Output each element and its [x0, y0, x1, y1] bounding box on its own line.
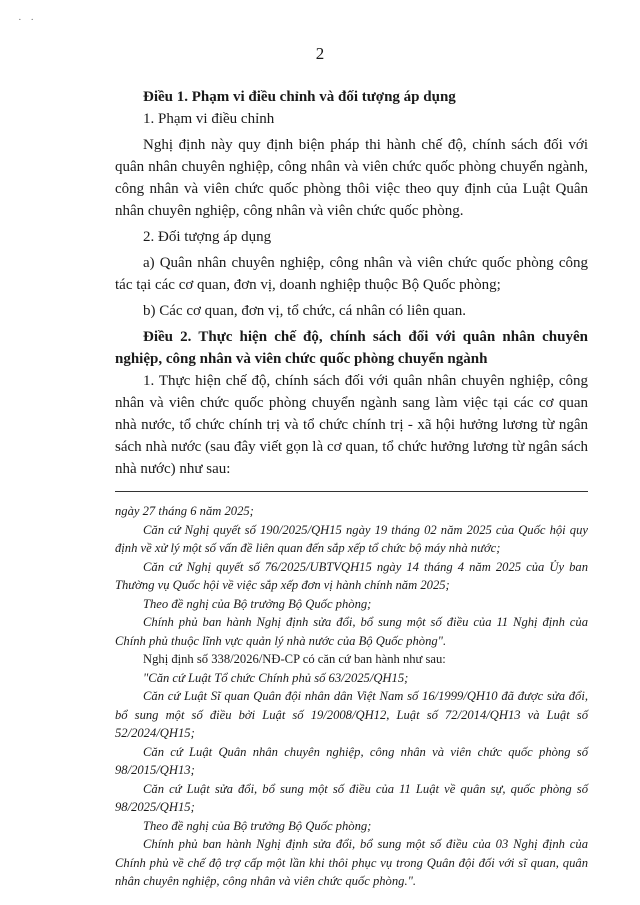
footnote-line: Căn cứ Luật Quân nhân chuyên nghiệp, công nhân và viên chức quốc phòng số 98/2015/QH13;	[115, 744, 588, 777]
page-number: 2	[315, 44, 325, 63]
article-1-clause-2-b: b) Các cơ quan, đơn vị, tổ chức, cá nhân có liên quan.	[143, 303, 467, 319]
footnote-line: "Căn cứ Luật Tổ chức Chính phủ số 63/2025/QH15;	[143, 670, 409, 685]
footnote-line: Theo đề nghị của Bộ trưởng Bộ Quốc phòng;	[143, 596, 372, 611]
footnote-divider	[115, 491, 588, 492]
footnote-line: Căn cứ Luật Sĩ quan Quân đội nhân dân Việt Nam số 16/1999/QH10 đã được sửa đổi, bổ sung một số điều bởi Luật số 19/2008/QH12, Luật số 72/2014/QH13 và Luật số 52/2024/QH15;	[115, 689, 588, 740]
footnote-line: Theo đề nghị của Bộ trưởng Bộ Quốc phòng;	[143, 818, 372, 833]
footnote-line: Chính phủ ban hành Nghị định sửa đổi, bổ sung một số điều của 03 Nghị định của Chính phủ về chế độ trợ cấp một lần khi thôi phục vụ trong Quân đội đối với sĩ quan, quân nhân chuyên nghiệp, công nhân và viên chức quốc phòng.".	[115, 837, 588, 888]
article-2-heading: Điều 2. Thực hiện chế độ, chính sách đối với quân nhân chuyên nghiệp, công nhân và viên chức quốc phòng chuyển ngành	[115, 329, 588, 367]
article-1-clause-2-title: 2. Đối tượng áp dụng	[143, 229, 272, 245]
footnote-line: Căn cứ Nghị quyết số 76/2025/UBTVQH15 ngày 14 tháng 4 năm 2025 của Ủy ban Thường vụ Quốc hội về việc sắp xếp đơn vị hành chính năm 2025;	[115, 559, 588, 592]
article-1-clause-2-a: a) Quân nhân chuyên nghiệp, công nhân và viên chức quốc phòng công tác tại các cơ quan, đơn vị, doanh nghiệp thuộc Bộ Quốc phòng;	[115, 255, 588, 293]
footnote-line: Căn cứ Nghị quyết số 190/2025/QH15 ngày 19 tháng 02 năm 2025 của Quốc hội quy định về xử lý một số vấn đề liên quan đến sắp xếp tổ chức bộ máy nhà nước;	[115, 522, 588, 555]
article-1-clause-1-title: 1. Phạm vi điều chỉnh	[143, 111, 275, 127]
article-1-heading: Điều 1. Phạm vi điều chỉnh và đối tượng áp dụng	[143, 89, 456, 105]
main-body	[115, 86, 588, 480]
article-2-clause-1-text: 1. Thực hiện chế độ, chính sách đối với quân nhân chuyên nghiệp, công nhân và viên chức quốc phòng chuyển ngành sang làm việc tại các cơ quan nhà nước, tổ chức chính trị và tổ chức chính trị - xã hội hưởng lương từ ngân sách nhà nước (sau đây viết gọn là cơ quan, tổ chức hưởng lương từ ngân sách nhà nước) như sau:	[115, 373, 588, 477]
footnote-line: Chính phủ ban hành Nghị định sửa đổi, bổ sung một số điều của 11 Nghị định của Chính phủ thuộc lĩnh vực quản lý nhà nước của Bộ Quốc phòng".	[115, 615, 588, 648]
footnote-line: Căn cứ Luật sửa đổi, bổ sung một số điều của 11 Luật về quân sự, quốc phòng số 98/2025/QH15;	[115, 781, 588, 814]
footnote-intro: Nghị định số 338/2026/NĐ-CP có căn cứ ban hành như sau:	[143, 652, 446, 666]
footnote-line: ngày 27 tháng 6 năm 2025;	[115, 504, 254, 518]
corner-mark: · ·	[18, 14, 38, 26]
article-1-clause-1-text: Nghị định này quy định biện pháp thi hành chế độ, chính sách đối với quân nhân chuyên nghiệp, công nhân và viên chức quốc phòng chuyển ngành, công nhân và viên chức quốc phòng thôi việc theo quy định của Luật Quân nhân chuyên nghiệp, công nhân và viên chức quốc phòng.	[115, 137, 588, 219]
footnote-block	[115, 502, 588, 891]
